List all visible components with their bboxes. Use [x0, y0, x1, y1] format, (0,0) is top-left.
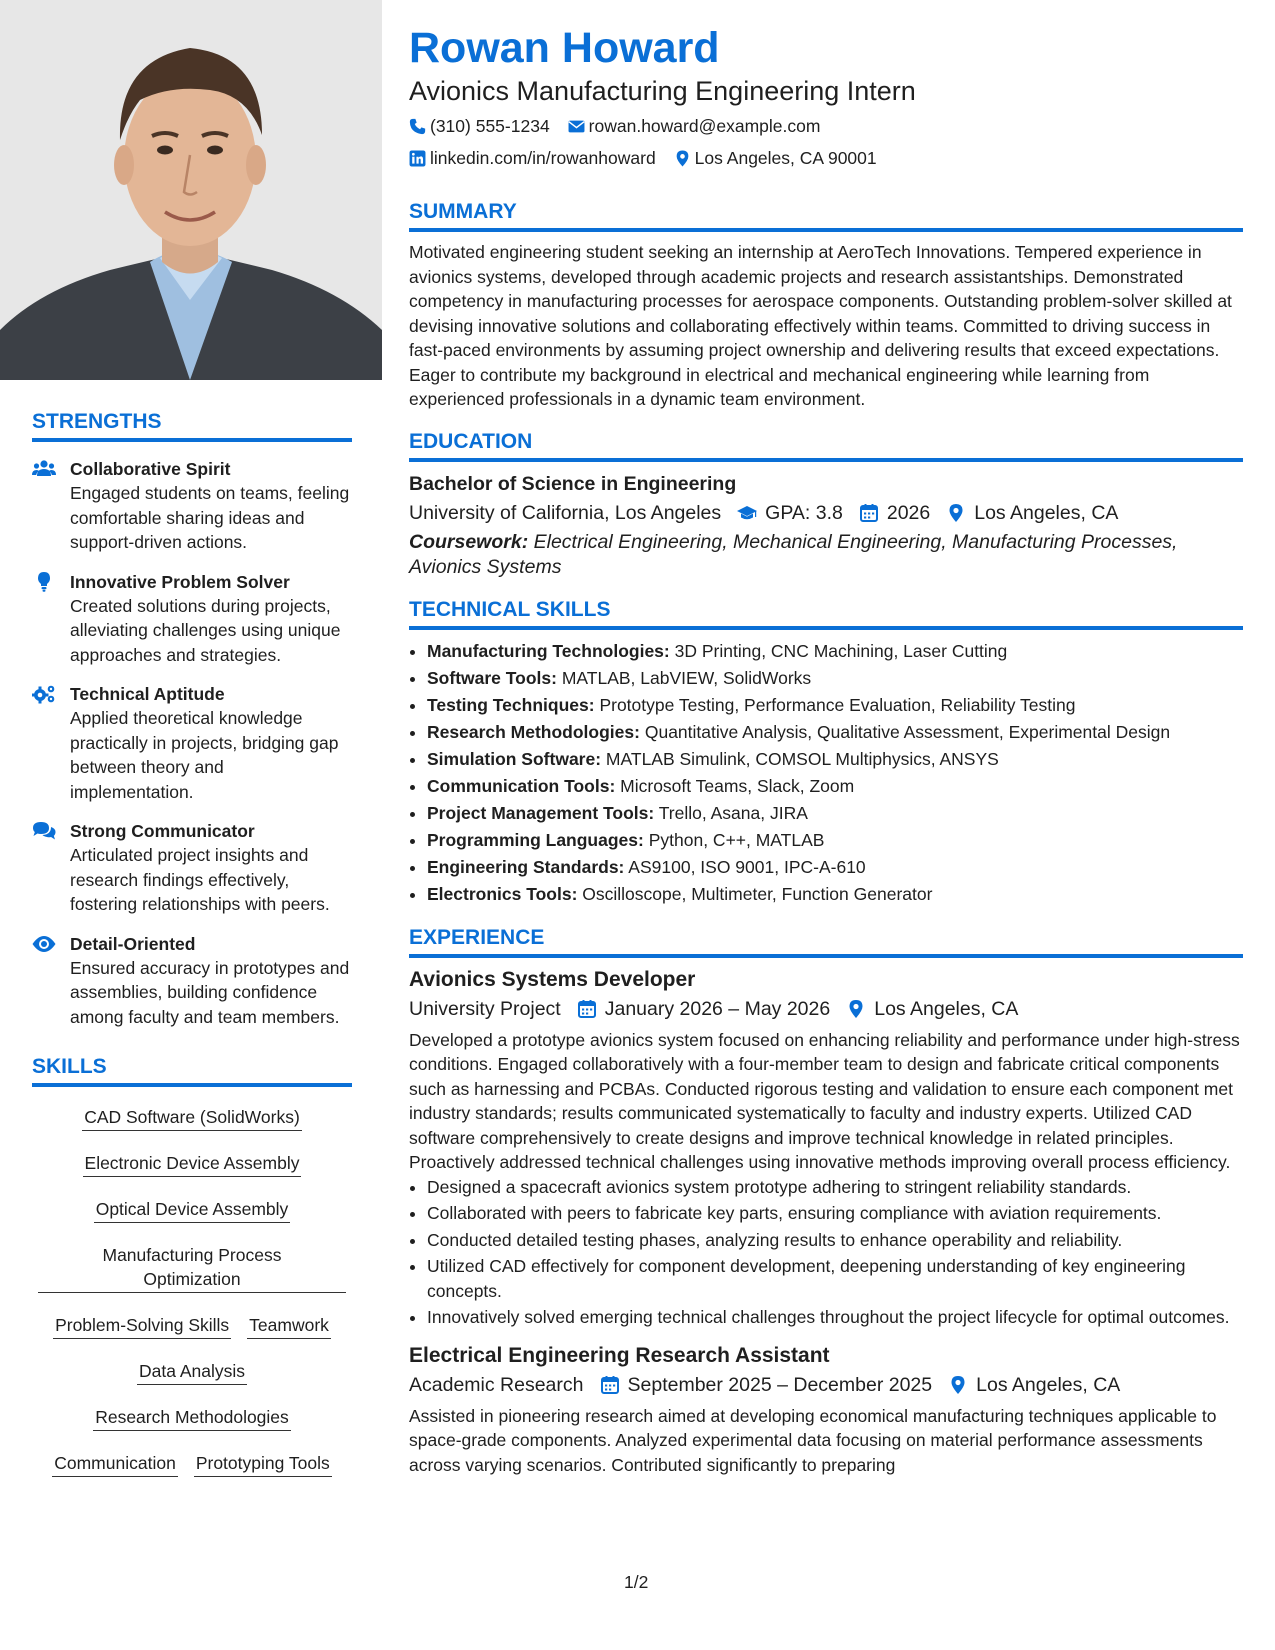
technical-skills-section: [409, 598, 1243, 908]
skill-tag: Electronic Device Assembly: [83, 1151, 302, 1177]
lightbulb-icon: [32, 570, 70, 668]
skills-heading: SKILLS: [32, 1055, 352, 1087]
candidate-name: Rowan Howard: [409, 24, 720, 72]
tech-skill-item: [427, 638, 1243, 665]
strength-item: [32, 457, 352, 555]
strength-desc: Articulated project insights and research findings effectively, fostering relationships with peers.: [70, 845, 330, 914]
summary-section: [409, 200, 1243, 412]
job-description: Assisted in pioneering research aimed at developing economical manufacturing techniques applicable to space-grade components. Analyzed experimental data focusing on material performance assessments across varying scenarios. Contributed significantly to preparing: [409, 1405, 1217, 1475]
eye-icon: [32, 932, 70, 1030]
tech-skill-label: Electronics Tools:: [427, 883, 578, 904]
tech-skill-item: [427, 746, 1243, 773]
skill-tag: Communication: [52, 1451, 178, 1477]
school-name: University of California, Los Angeles: [409, 501, 722, 524]
skill-tag: Prototyping Tools: [194, 1451, 332, 1477]
strength-desc: Ensured accuracy in prototypes and assemblies, building confidence among faculty and team members.: [70, 957, 350, 1027]
graduation-year: 2026: [886, 501, 931, 524]
experience-section: [409, 926, 1243, 1478]
tech-skill-label: Programming Languages:: [427, 829, 644, 850]
location-text: Los Angeles, CA 90001: [694, 148, 877, 168]
job-bullets: [409, 1175, 1243, 1330]
strength-item: [32, 932, 352, 1030]
calendar-icon: [577, 999, 597, 1019]
tech-skill-label: Manufacturing Technologies:: [427, 640, 670, 661]
job-bullet: • Designed a spacecraft avionics system prototype adhering to stringent reliability standards.: [427, 1175, 1243, 1200]
tech-skill-item: [427, 800, 1243, 827]
job-dates: January 2026 – May 2026: [604, 997, 831, 1020]
experience-heading: EXPERIENCE: [409, 926, 1243, 958]
tech-skill-label: Engineering Standards:: [427, 856, 625, 877]
summary-text: Motivated engineering student seeking an internship at AeroTech Innovations. Tempered experience in avionics systems, developed through academic projects and research assistantships. Demonstrated competency in manufacturing processes for aerospace components. Outstanding problem-solver skilled at devising innovative solutions and collaborating effectively within teams. Committed to driving success in fast-paced environments by assuming project ownership and delivering results that exceed expectations. Eager to contribute my background in electrical and mechanical engineering while learning from experienced professionals in a dynamic team environment.: [409, 242, 1232, 409]
education-heading: EDUCATION: [409, 430, 1243, 462]
job-meta: [409, 1370, 1243, 1400]
job-dates: September 2025 – December 2025: [627, 1373, 933, 1396]
tech-skill-value: Prototype Testing, Performance Evaluation, Reliability Testing: [599, 694, 1076, 715]
tech-skill-value: Oscilloscope, Multimeter, Function Generator: [582, 883, 933, 904]
contact-phone[interactable]: [409, 114, 550, 138]
page-number: 1/2: [624, 1572, 649, 1592]
tech-skill-value: Python, C++, MATLAB: [648, 829, 825, 850]
map-pin-icon: [946, 503, 966, 523]
technical-skills-list: [409, 638, 1243, 908]
skill-tag: Optical Device Assembly: [94, 1197, 291, 1223]
tech-skill-value: MATLAB Simulink, COMSOL Multiphysics, ANSYS: [605, 748, 999, 769]
skill-tag: CAD Software (SolidWorks): [82, 1105, 302, 1131]
profile-photo: [0, 0, 382, 380]
strength-title: Technical Aptitude: [70, 684, 225, 704]
tech-skill-label: Simulation Software:: [427, 748, 602, 769]
candidate-role: Avionics Manufacturing Engineering Intern: [409, 76, 916, 106]
skill-tag: Data Analysis: [137, 1359, 247, 1385]
summary-heading: SUMMARY: [409, 200, 1243, 232]
job-bullet: • Collaborated with peers to fabricate key parts, ensuring compliance with aviation requirements.: [427, 1201, 1243, 1226]
phone-icon: [409, 118, 426, 135]
tech-skill-item: [427, 881, 1243, 908]
tech-skill-label: Project Management Tools:: [427, 802, 655, 823]
strength-title: Collaborative Spirit: [70, 459, 231, 479]
tech-skill-item: [427, 665, 1243, 692]
skills-section: [32, 1055, 352, 1497]
skills-list: [32, 1087, 352, 1497]
linkedin-text: linkedin.com/in/rowanhoward: [430, 148, 656, 168]
graduation-cap-icon: [737, 503, 757, 523]
education-section: [409, 430, 1243, 580]
tech-skill-value: AS9100, ISO 9001, IPC-A-610: [628, 856, 866, 877]
coursework: [409, 530, 1243, 580]
strength-title: Detail-Oriented: [70, 933, 196, 954]
contact-info: [409, 114, 1243, 170]
strength-item: [32, 570, 352, 668]
tech-skill-item: [427, 854, 1243, 881]
tech-skill-item: [427, 773, 1243, 800]
job-meta: [409, 994, 1243, 1024]
education-meta: [409, 498, 1243, 528]
tech-skill-value: MATLAB, LabVIEW, SolidWorks: [561, 667, 812, 688]
job-bullet: • Conducted detailed testing phases, analyzing results to enhance operability and reliability.: [427, 1228, 1243, 1253]
job-location: Los Angeles, CA: [976, 1373, 1121, 1396]
tech-skill-item: [427, 827, 1243, 854]
tech-skill-item: [427, 692, 1243, 719]
tech-skill-item: [427, 719, 1243, 746]
job-org: Academic Research: [409, 1373, 584, 1396]
coursework-list: Electrical Engineering, Mechanical Engineering, Manufacturing Processes, Avionics Systems: [409, 530, 1178, 578]
tech-skill-value: Trello, Asana, JIRA: [658, 802, 808, 823]
right-column: [409, 22, 1243, 1477]
strength-desc: Created solutions during projects, alleviating challenges using unique approaches and strategies.: [70, 595, 341, 665]
tech-skill-label: Communication Tools:: [427, 775, 616, 796]
job-org: University Project: [409, 997, 561, 1020]
degree-title: Bachelor of Science in Engineering: [409, 472, 737, 495]
map-pin-icon: [948, 1375, 968, 1395]
coursework-label: Coursework:: [409, 530, 529, 553]
contact-linkedin[interactable]: [409, 146, 656, 170]
tech-skill-label: Software Tools:: [427, 667, 557, 688]
experience-entry: [409, 966, 1243, 1330]
calendar-icon: [859, 503, 879, 523]
job-title: Avionics Systems Developer: [409, 967, 696, 991]
tech-skill-value: Quantitative Analysis, Qualitative Assessment, Experimental Design: [644, 721, 1171, 742]
map-pin-icon: [674, 150, 691, 167]
skill-tag: Manufacturing Process Optimization: [38, 1243, 346, 1293]
comments-icon: [32, 819, 70, 917]
gears-icon: [32, 682, 70, 804]
skill-tag: Teamwork: [247, 1313, 331, 1339]
job-bullet: • Innovatively solved emerging technical challenges throughout the project lifecycle for optimal outcomes.: [427, 1305, 1243, 1330]
strength-title: Innovative Problem Solver: [70, 571, 290, 592]
strength-desc: Applied theoretical knowledge practically in projects, bridging gap between theory and implementation.: [70, 708, 339, 802]
tech-skill-label: Research Methodologies:: [427, 721, 640, 742]
contact-location: [674, 146, 877, 170]
envelope-icon: [568, 118, 585, 135]
phone-text: (310) 555-1234: [430, 116, 550, 136]
contact-email[interactable]: [568, 114, 821, 138]
job-bullet: • Utilized CAD effectively for component development, deepening understanding of key engineering concepts.: [427, 1254, 1243, 1303]
education-location: Los Angeles, CA: [974, 501, 1119, 524]
job-description: Developed a prototype avionics system focused on enhancing reliability and performance under high-stress conditions. Engaged collaboratively with a four-member team to design and fabricate critical components such as harnessing and PCBAs. Conducted rigorous testing and validation to ensure each component met industry standards; results communicated systematically to faculty and industry experts. Utilized CAD software comprehensively to create designs and improve technical knowledge in related principles. Proactively addressed technical challenges using innovative methods improving overall process efficiency.: [409, 1029, 1240, 1172]
tech-skill-value: Microsoft Teams, Slack, Zoom: [620, 775, 855, 796]
tech-skill-label: Testing Techniques:: [427, 694, 595, 715]
strength-desc: Engaged students on teams, feeling comfortable sharing ideas and support-driven actions.: [70, 483, 350, 552]
experience-entry: [409, 1342, 1243, 1478]
skill-tag: Research Methodologies: [93, 1405, 291, 1431]
email-text: rowan.howard@example.com: [588, 116, 821, 136]
strength-title: Strong Communicator: [70, 821, 255, 841]
tech-skill-value: 3D Printing, CNC Machining, Laser Cutting: [674, 640, 1008, 661]
strengths-heading: STRENGTHS: [32, 410, 352, 442]
gpa-text: GPA: 3.8: [765, 501, 843, 524]
technical-skills-heading: TECHNICAL SKILLS: [409, 598, 1243, 630]
calendar-icon: [600, 1375, 620, 1395]
users-icon: [32, 457, 70, 555]
map-pin-icon: [846, 999, 866, 1019]
job-title: Electrical Engineering Research Assistant: [409, 1343, 830, 1367]
linkedin-icon: [409, 150, 426, 167]
skill-tag: Problem-Solving Skills: [53, 1313, 231, 1339]
left-column: [32, 410, 352, 1497]
strength-item: [32, 682, 352, 804]
strength-item: [32, 819, 352, 917]
job-location: Los Angeles, CA: [874, 997, 1019, 1020]
